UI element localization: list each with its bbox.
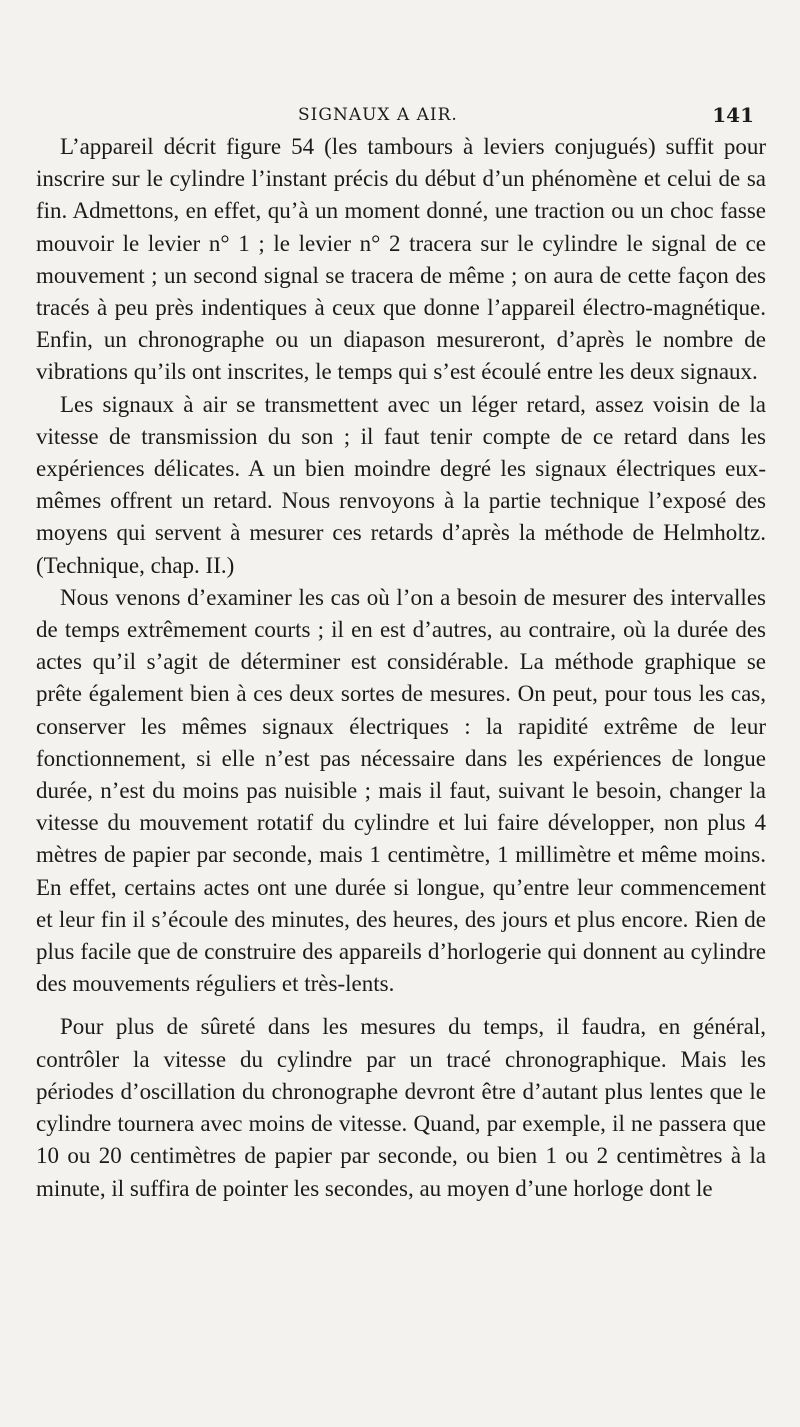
paragraph-tambours: L’appareil décrit figure 54 (les tambours à leviers conjugués) suffit pour inscrire sur le cylindre l’instant précis du début d’un phénomène et celui de sa fin. Admettons, en effet, qu’à un moment donné, une traction ou un choc fasse mouvoir le levier n° 1 ; le levier n° 2 tracera sur le cylindre le signal de ce mouvement ; un second signal se tracera de même ; on aura de cette façon des tracés à peu près indentiques à ceux que donne l’appareil électro-magnétique. Enfin, un chronographe ou un diapason mesureront, d’après le nombre de vibrations qu’ils ont inscrites, le temps qui s’est écoulé entre les deux signaux. [36,134,766,385]
running-title: SIGNAUX A AIR. [298,105,458,125]
running-head [0,102,800,128]
page-number: 141 [712,103,754,127]
paragraph-surete: Pour plus de sûreté dans les mesures du temps, il faudra, en général, contrôler la vitesse du cylindre par un tracé chronographique. Mais les périodes d’oscillation du chronographe devront être d’autant plus lentes que le cylindre tournera avec moins de vitesse. Quand, par exemple, il ne passera que 10 ou 20 centimètres de papier par seconde, ou bien 1 ou 2 centimètres à la minute, il suffira de pointer les secondes, au moyen d’une horloge dont le [36,1014,766,1201]
paragraph-intervalles: Nous venons d’examiner les cas où l’on a besoin de mesurer des intervalles de temps extrêmement courts ; il en est d’autres, au contraire, où la durée des actes qu’il s’agit de déterminer est considérable. La méthode graphique se prête également bien à ces deux sortes de mesures. On peut, pour tous les cas, conserver les mêmes signaux électriques : la rapidité extrême de leur fonctionnement, si elle n’est pas nécessaire dans les expériences de longue durée, n’est du moins pas nuisible ; mais il faut, suivant le besoin, changer la vitesse du mouvement rotatif du cylindre et lui faire développer, non plus 4 mètres de papier par seconde, mais 1 centimètre, 1 millimètre et même moins. En effet, certains actes ont une durée si longue, qu’entre leur commencement et leur fin il s’écoule des minutes, des heures, des jours et plus encore. Rien de plus facile que de construire des appareils d’horlogerie qui donnent au cylindre des mouvements réguliers et très-lents. [36,584,766,997]
paragraph-signaux-air: Les signaux à air se transmettent avec un léger retard, assez voisin de la vitesse de transmission du son ; il faut tenir compte de ce retard dans les expériences délicates. A un bien moindre degré les signaux électriques eux-mêmes offrent un retard. Nous renvoyons à la partie technique l’exposé des moyens qui servent à mesurer ces retards d’après la méthode de Helmholtz. (Technique, chap. II.) [36,391,766,578]
body-text [36,131,766,1205]
